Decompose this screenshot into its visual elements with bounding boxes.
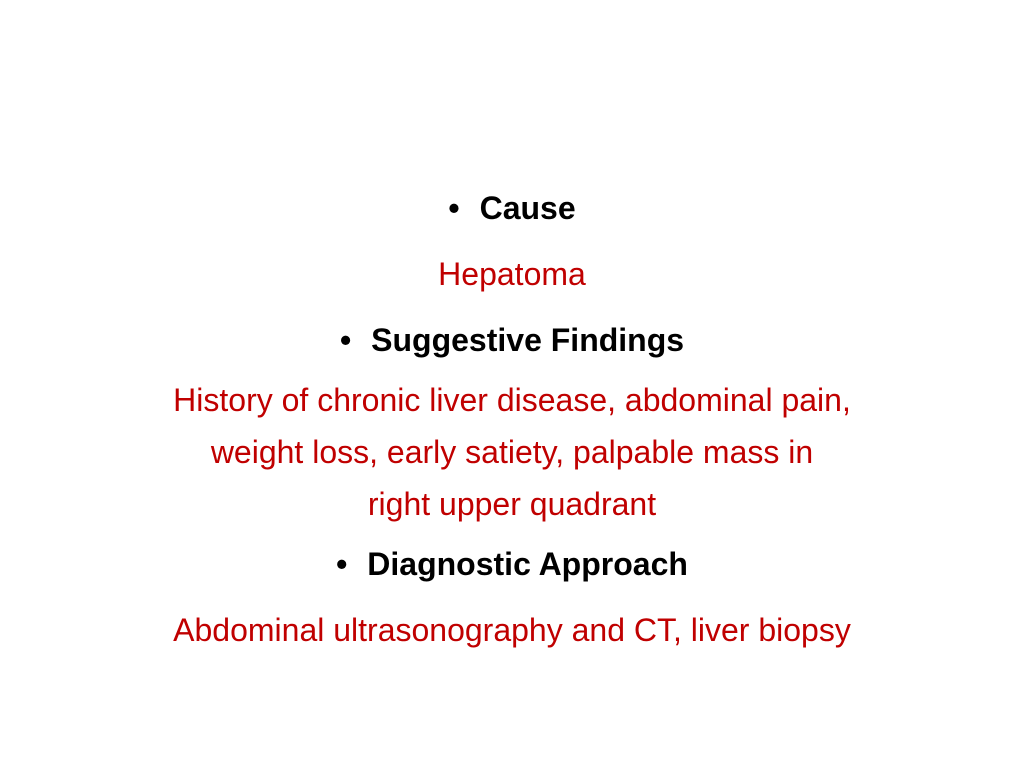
detail-line: weight loss, early satiety, palpable mass in	[210, 434, 814, 470]
heading-cause-text: Cause	[479, 190, 576, 226]
detail-line: right upper quadrant	[367, 486, 657, 522]
detail-suggestive-findings	[60, 374, 964, 530]
heading-cause	[60, 188, 964, 228]
bullet-icon: •	[336, 546, 348, 582]
bullet-icon: •	[339, 322, 352, 358]
heading-diagnostic-approach-text: Diagnostic Approach	[367, 546, 688, 582]
heading-suggestive-findings-text: Suggestive Findings	[371, 322, 685, 358]
slide-content	[60, 188, 964, 650]
bullet-icon: •	[448, 190, 460, 226]
heading-suggestive-findings	[60, 320, 964, 360]
detail-cause: Hepatoma	[438, 256, 586, 292]
heading-diagnostic-approach	[60, 544, 964, 584]
detail-line: History of chronic liver disease, abdominal pain,	[173, 382, 851, 418]
detail-diagnostic-approach: Abdominal ultrasonography and CT, liver biopsy	[173, 612, 851, 648]
